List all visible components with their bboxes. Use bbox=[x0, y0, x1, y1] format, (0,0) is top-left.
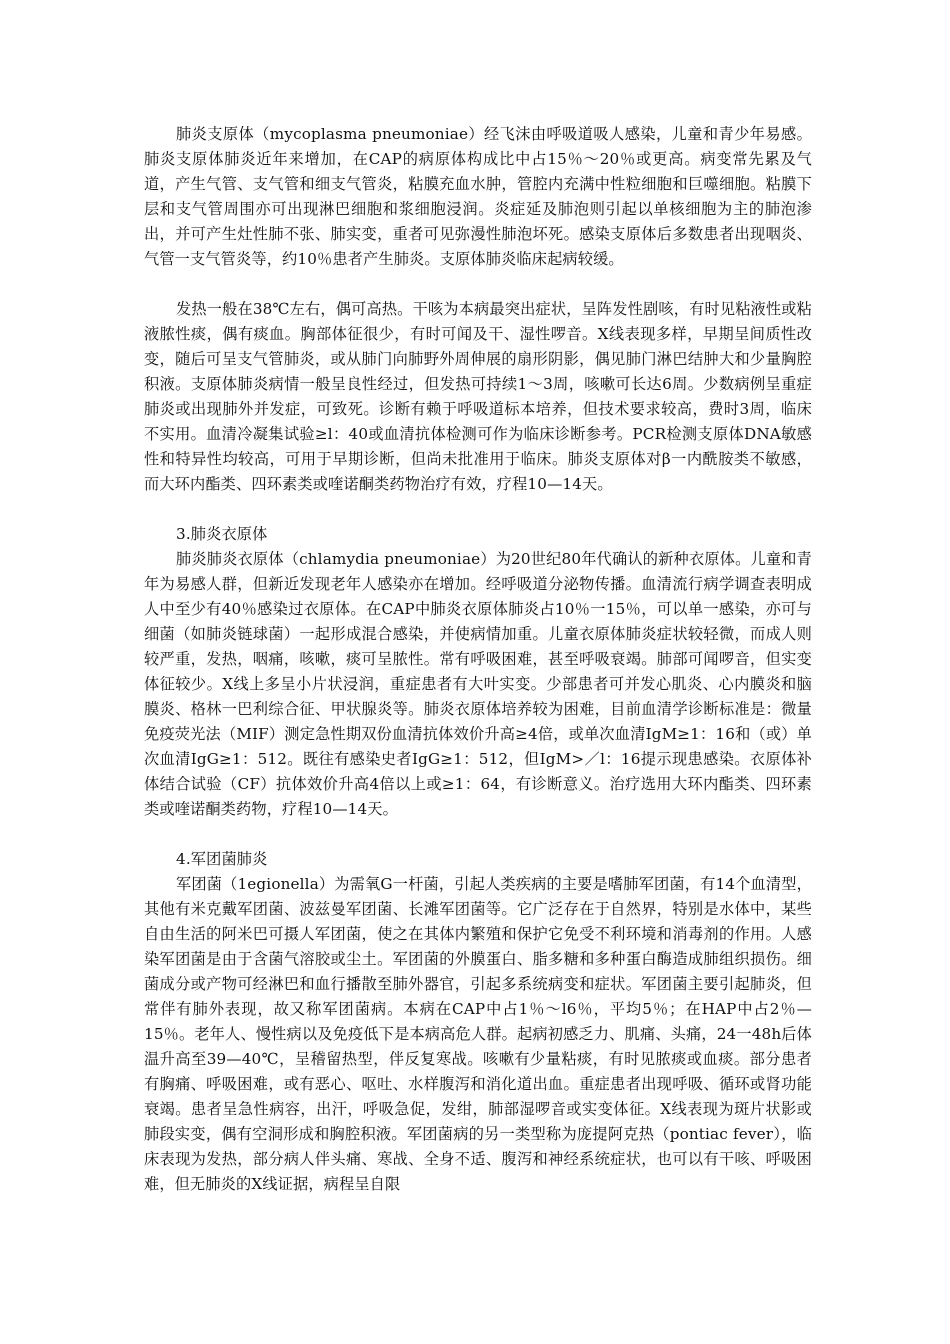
paragraph-mycoplasma-clinical: 发热一般在38℃左右，偶可高热。干咳为本病最突出症状，呈阵发性剧咳，有时见粘液性或粘液脓性痰，偶有痰血。胸部体征很少，有时可闻及干、湿性啰音。X线表现多样，早期呈间质性改变，随后可呈支气管肺炎，或从肺门向肺野外周伸展的扇形阴影，偶见肺门淋巴结肿大和少量胸腔积液。支原体肺炎病情一般呈良性经过，但发热可持续1～3周，咳嗽可长达6周。少数病例呈重症肺炎或出现肺外并发症，可致死。诊断有赖于呼吸道标本培养，但技术要求较高，费时3周，临床不实用。血清冷凝集试验≥l：40或血清抗体检测可作为临床诊断参考。PCR检测支原体DNA敏感性和特异性均较高，可用于早期诊断，但尚未批准用于临床。肺炎支原体对β一内酰胺类不敏感，而大环内酯类、四环素类或喹诺酮类药物治疗有效，疗程10—14天。 bbox=[144, 300, 812, 493]
paragraph-spacer bbox=[144, 497, 812, 522]
paragraph-chlamydia: 肺炎肺炎衣原体（chlamydia pneumoniae）为20世纪80年代确认的新种衣原体。儿童和青年为易感人群，但新近发现老年人感染亦在增加。经呼吸道分泌物传播。血清流行病学调查表明成人中至少有40％感染过衣原体。在CAP中肺炎衣原体肺炎占10％一15％，可以单一感染，亦可与细菌（如肺炎链球菌）一起形成混合感染，并使病情加重。儿童衣原体肺炎症状较轻微，而成人则较严重，发热，咽痛，咳嗽，痰可呈脓性。常有呼吸困难，甚至呼吸衰竭。肺部可闻啰音，但实变体征较少。X线上多呈小片状浸润，重症患者有大叶实变。少部患者可并发心肌炎、心内膜炎和脑膜炎、格林一巴利综合征、甲状腺炎等。肺炎衣原体培养较为困难，目前血清学诊断标准是：微量免疫荧光法（MIF）测定急性期双份血清抗体效价升高≥4倍，或单次血清IgM≥1：16和（或）单次血清IgG≥1：512。既往有感染史者IgG≥1：512，但IgM>／l：16提示现患感染。衣原体补体结合试验（CF）抗体效价升高4倍以上或≥1：64，有诊断意义。治疗选用大环内酯类、四环素类或喹诺酮类药物，疗程10—14天。 bbox=[144, 550, 812, 818]
paragraph-spacer bbox=[144, 272, 812, 297]
paragraph-legionella: 军团菌（1egionella）为需氧G一杆菌，引起人类疾病的主要是嗜肺军团菌，有14个血清型，其他有米克戴军团菌、波兹曼军团菌、长滩军团菌等。它广泛存在于自然界，特别是水体中，某些自由生活的阿米巴可摄人军团菌，使之在其体内繁殖和保护它免受不利环境和消毒剂的作用。人感染军团菌是由于含菌气溶胶或尘土。军团菌的外膜蛋白、脂多糖和多种蛋白酶造成肺组织损伤。细菌成分或产物可经淋巴和血行播散至肺外器官，引起多系统病变和症状。军团菌主要引起肺炎，但常伴有肺外表现，故又称军团菌病。本病在CAP中占1％～l6％，平均5％；在HAP中占2％—15％。老年人、慢性病以及免疫低下是本病高危人群。起病初感乏力、肌痛、头痛，24一48h后体温升高至39—40℃，呈稽留热型，伴反复寒战。咳嗽有少量粘痰，有时见脓痰或血痰。部分患者有胸痛、呼吸困难，或有恶心、呕吐、水样腹泻和消化道出血。重症患者出现呼吸、循环或肾功能衰竭。患者呈急性病容，出汗，呼吸急促，发绀，肺部湿啰音或实变体征。X线表现为斑片状影或肺段实变，偶有空洞形成和胸腔积液。军团菌病的另一类型称为庞提阿克热（pontiac fever），临床表现为发热，部分病人伴头痛、寒战、全身不适、腹泻和神经系统症状，也可以有干咳、呼吸困难，但无肺炎的X线证据，病程呈自限 bbox=[144, 875, 812, 1193]
section-heading-chlamydia: 3.肺炎衣原体 bbox=[176, 525, 268, 543]
paragraph-mycoplasma-intro: 肺炎支原体（mycoplasma pneumoniae）经飞沫由呼吸道吸人感染，儿童和青少年易感。肺炎支原体肺炎近年来增加，在CAP的病原体构成比中占15％～20％或更高。病变常先累及气道，产生气管、支气管和细支气管炎，粘膜充血水肿，管腔内充满中性粒细胞和巨噬细胞。粘膜下层和支气管周围亦可出现淋巴细胞和浆细胞浸润。炎症延及肺泡则引起以单核细胞为主的肺泡渗出，并可产生灶性肺不张、肺实变，重者可见弥漫性肺泡坏死。感染支原体后多数患者出现咽炎、气管一支气管炎等，约10％患者产生肺炎。支原体肺炎临床起病较缓。 bbox=[144, 125, 812, 268]
section-heading-legionella: 4.军团菌肺炎 bbox=[176, 850, 268, 868]
paragraph-spacer bbox=[144, 822, 812, 847]
document-body bbox=[144, 122, 812, 1197]
